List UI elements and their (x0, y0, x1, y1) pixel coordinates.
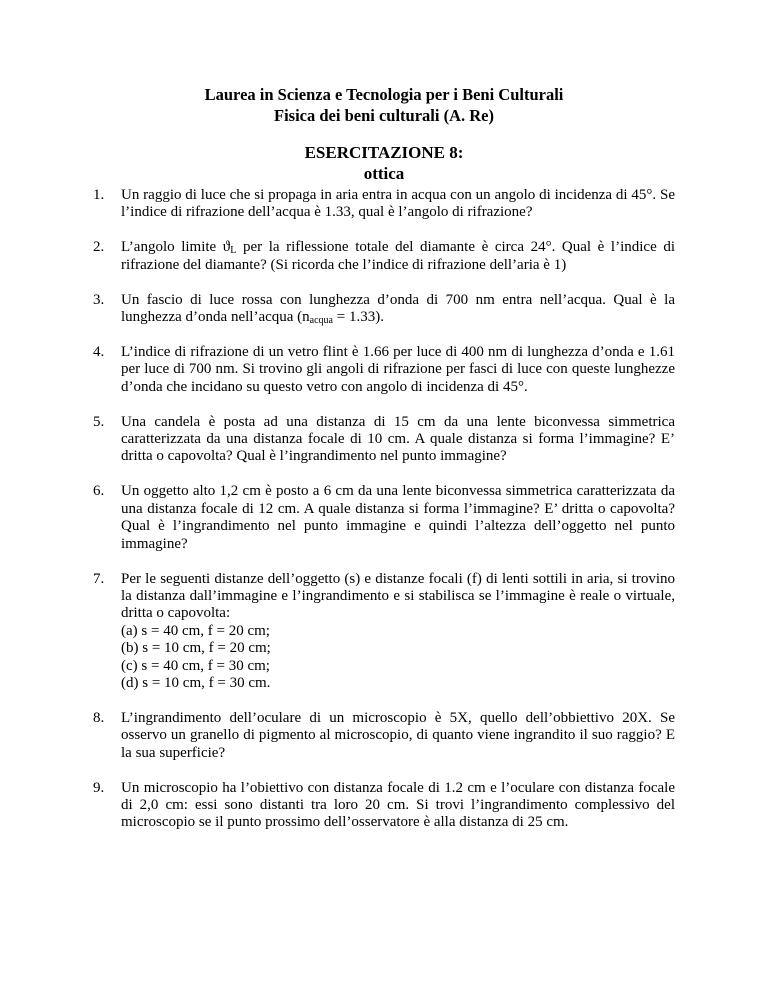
exercise-item-7 (93, 570, 675, 693)
exercise-number: 7. (93, 570, 105, 587)
exercise-number: 5. (93, 413, 105, 430)
exercise-list (93, 187, 676, 849)
exercise-text-after: = 1.33). (333, 309, 384, 326)
exercise-text: Per le seguenti distanze dell’oggetto (s) e distanze focali (f) di lenti sottili in aria, si trovino la distanza dall’immagine e l’ingrandimento e si stabilisca se l’immagine è reale o virtuale, dritta o capovolta: (121, 570, 675, 622)
exercise-number: 2. (93, 239, 105, 256)
exercise-subscript: acqua (309, 315, 333, 327)
exercise-subscript: L (230, 245, 237, 257)
course-subtitle: Fisica dei beni culturali (A. Re) (274, 106, 494, 125)
course-name: Laurea in Scienza e Tecnologia per i Beni Culturali (204, 85, 564, 104)
exercise-number-title: ESERCITAZIONE 8: (304, 143, 464, 162)
exercise-number: 4. (93, 343, 105, 360)
case-item: (a) s = 40 cm, f = 20 cm; (121, 622, 270, 639)
exercise-item-9 (93, 779, 675, 832)
exercise-item-6 (93, 483, 675, 553)
case-item: (d) s = 10 cm, f = 30 cm. (121, 674, 271, 691)
exercise-text: Un raggio di luce che si propaga in aria entra in acqua con un angolo di incidenza di 45°. Se l’indice di rifrazione dell’acqua è 1.33, qual è l’angolo di rifrazione? (121, 187, 675, 221)
exercise-number: 3. (93, 291, 105, 308)
exercise-item-1 (93, 187, 675, 222)
exercise-text: Una candela è posta ad una distanza di 15 cm da una lente biconvessa simmetrica caratterizzata da una distanza focale di 10 cm. A quale distanza si forma l’immagine? E’ dritta o capovolta? Qual è l’ingrandimento nel punto immagine? (121, 413, 675, 465)
course-header (0, 84, 768, 126)
exercise-number: 1. (93, 187, 105, 203)
exercise-title (0, 142, 768, 184)
exercise-item-8 (93, 709, 675, 762)
exercise-text-before: L’angolo limite ϑ (121, 239, 231, 256)
exercise-text-after: per la riflessione totale del diamante è circa 24°. Qual è l’indice di rifrazione del diamante? (Si ricorda che l’indice di rifrazione dell’aria è 1) (121, 239, 676, 273)
exercise-item-5 (93, 413, 675, 466)
exercise-text: Un oggetto alto 1,2 cm è posto a 6 cm da una lente biconvessa simmetrica caratterizzata da una distanza focale di 12 cm. A quale distanza si forma l’immagine? E’ dritta o capovolta? Qual è l’ingrandimento nel punto immagine e quindi l’altezza dell’oggetto nel punto immagine? (121, 483, 675, 552)
exercise-item-3 (93, 291, 675, 327)
exercise-number: 6. (93, 483, 105, 500)
case-item: (c) s = 40 cm, f = 30 cm; (121, 657, 270, 674)
exercise-text: Un microscopio ha l’obiettivo con distanza focale di 1.2 cm e l’oculare con distanza focale di 2,0 cm: essi sono distanti tra loro 20 cm. Si trovi l’ingrandimento complessivo del microscopio se il punto prossimo dell’osservatore è alla distanza di 25 cm. (121, 779, 675, 831)
exercise-item-2 (93, 239, 676, 274)
exercise-number: 8. (93, 709, 105, 726)
exercise-item-4 (93, 343, 675, 396)
case-list (121, 623, 675, 693)
exercise-number: 9. (93, 779, 105, 796)
exercise-topic: ottica (363, 164, 405, 183)
exercise-text: L’ingrandimento dell’oculare di un microscopio è 5X, quello dell’obbiettivo 20X. Se osservo un granello di pigmento al microscopio, di quanto viene ingrandito il suo raggio? E la sua superficie? (121, 709, 675, 761)
case-item: (b) s = 10 cm, f = 20 cm; (121, 640, 271, 657)
exercise-text: L’indice di rifrazione di un vetro flint è 1.66 per luce di 400 nm di lunghezza d’onda e 1.61 per luce di 700 nm. Si trovino gli angoli di rifrazione per fasci di luce con queste lunghezze d’onda che incidano su questo vetro con angolo di incidenza di 45°. (121, 343, 675, 395)
exercise-text-before: Un fascio di luce rossa con lunghezza d’onda di 700 nm entra nell’acqua. Qual è la lunghezza d’onda nell’acqua (n (121, 291, 675, 326)
